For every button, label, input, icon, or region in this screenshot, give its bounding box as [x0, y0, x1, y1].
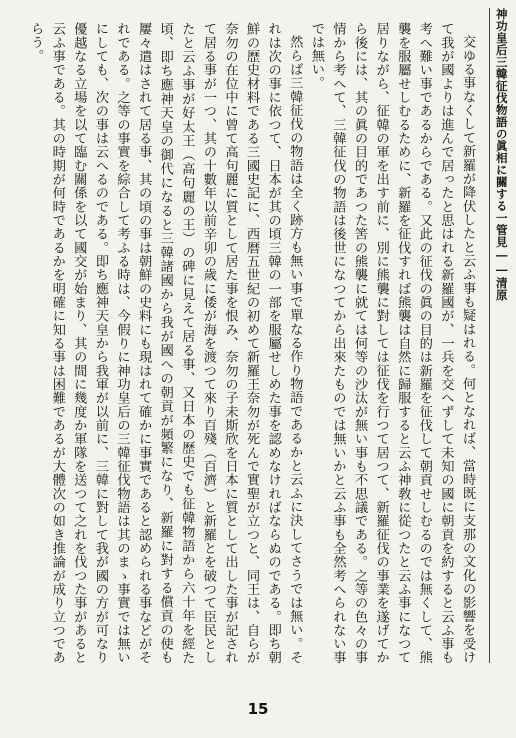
paragraph-1: 交ゆる事なくして新羅が降伏したと云ふ事も疑はれる。何となれば、當時既に支那の文化の影響を受けて我が國よりは進んで居ったと思はれる新羅國が、一兵を交へずして未知の國に朝貢を約すると云ふ事も考へ難い事であるからである。又此の征伐の眞の目的は新羅を征伐して朝貢せしむるのでは無くして、熊襲を服屬せしむるために、新羅を征伐すれば熊襲は自然に歸服すると云ふ神敎に從つたと云ふ事になつて居りながら、征韓の軍を出す前に、別に熊襲に對しては征伐を行つて居つて、新羅征伐の事業を遂げてから後には、其の眞の目的であつた筈の熊襲に就ては何等の沙汰が無い事も不思議である。之等の色々の事情から考へて、三韓征伐の物語は後世になつてから出來たものでは無いかと云ふ事も全然考へられない事では無い。 [308, 22, 475, 664]
page-number: 15 [247, 700, 269, 718]
body-text [14, 22, 478, 664]
running-header [489, 8, 512, 663]
paragraph-2: 然らば三韓征伐の物語は全く跡方も無い事で單なる作り物語であるかと云ふに決してさうでは無い。それは次の事に依つて、日本が其の頃三韓の一部を服屬せしめた事を認めなければならぬのである。即ち朝鮮の歷史材料である三國史記に、西暦五世紀の初めて新羅王奈勿が死んで實聖が立つと、同王は、自らが奈勿の在位中に曾て高句麗に質として居た事を恨み、奈勿の子未斯欣を日本に質として出した事が記されて居る事が一つ、其の十數年以前辛卯の歲に倭が海を渡つて來り百殘（百濟）と新羅とを破つて臣民としたと云ふ事が好太王（高句麗の王）の碑に見えて居る事、又日本の歷史でも征韓物語から六十年を經た頃、即ち應神天皇の御代になると三韓諸國から我が國への朝貢が頻繁になり、新羅に對する償貢の使も屢々遣はされて居る事、其の頃の事は朝鮮の史料にも現はれて確かに事實であると認められる事などがそれである。之等の事實を綜合して考ふる時は、今假りに神功皇后の三韓征伐物語は其のまゝ事實では無いにしても、次の事は云へるのである。即ち應神天皇から我軍が以前に、三韓に對して我が國の方が可なり優越なる立場を以て臨む關係を以て國交が始まり、其の間に幾度か軍隊を送つて之れを伐つた事があると云ふ事である。其の時期が何時であるかを明確に知る事は困難であるが大體次の如き推論が成り立つであらう。 [28, 22, 303, 664]
running-header-title: 神功皇后三韓征伐物語の眞相に關する一管見――清原 [494, 8, 509, 301]
